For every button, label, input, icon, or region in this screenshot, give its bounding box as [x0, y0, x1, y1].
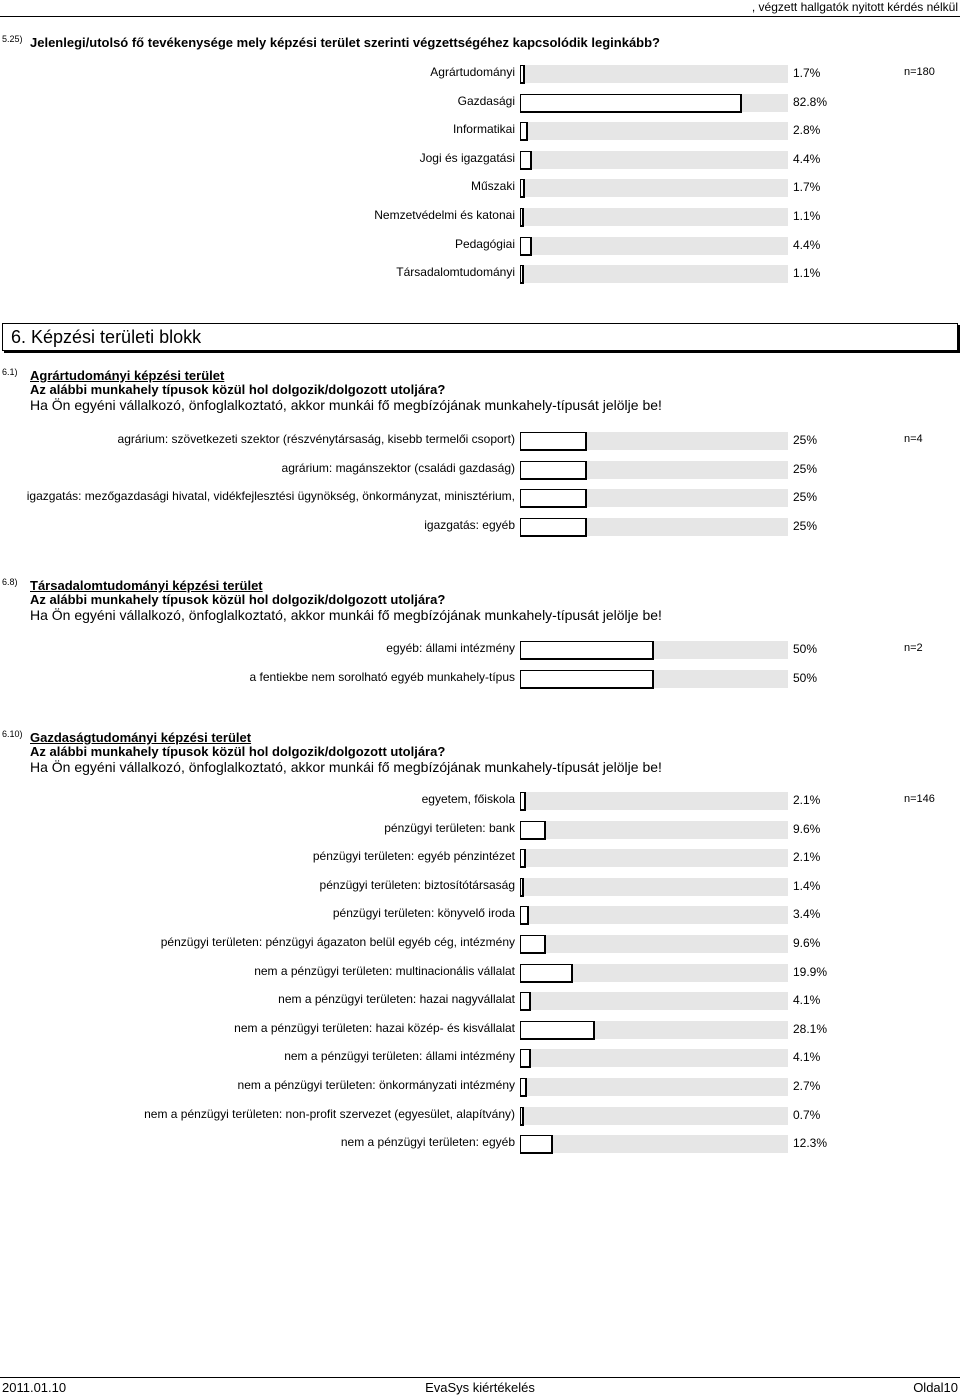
bar-row [0, 62, 960, 82]
bar-track [520, 1078, 788, 1096]
category-label: Társadalomtudományi [396, 265, 515, 280]
category-label: nem a pénzügyi területen: hazai közép- és kisvállalat [234, 1020, 515, 1035]
bar [520, 461, 587, 480]
value-label: 25% [793, 433, 818, 447]
bar-track [520, 518, 788, 536]
bar [520, 432, 587, 451]
bar-track [520, 461, 788, 479]
question-note: Ha Ön egyéni vállalkozó, önfoglalkoztató, akkor munkái fő megbízójának munkahely-típusát jelölje be! [30, 397, 662, 413]
bar [520, 821, 546, 840]
category-label: Agrártudományi [430, 65, 515, 79]
category-label: a fentiekbe nem sorolható egyéb munkahely-típus [249, 669, 515, 684]
category-label: pénzügyi területen: biztosítótársaság [319, 877, 515, 892]
bar-row [0, 667, 960, 687]
bar-track [520, 208, 788, 226]
value-label: 4.4% [793, 151, 821, 166]
bar-row [0, 176, 960, 196]
value-label: 25% [793, 518, 818, 533]
bar-row [0, 1132, 960, 1152]
bar-track [520, 1107, 788, 1125]
bar-row [0, 961, 960, 981]
bar-row [0, 91, 960, 111]
value-label: 1.1% [793, 209, 821, 223]
value-label: 25% [793, 490, 818, 505]
bar [520, 208, 524, 227]
bar-track [520, 964, 788, 982]
bar-row [0, 1046, 960, 1066]
bar [520, 1049, 531, 1068]
value-label: 9.6% [793, 821, 821, 836]
bar-row [0, 515, 960, 535]
header-rule [0, 16, 960, 17]
value-label: 9.6% [793, 936, 821, 950]
bar-track [520, 489, 788, 507]
bar-row [0, 148, 960, 168]
question-number: 6.8) [2, 577, 18, 587]
bar [520, 489, 587, 508]
category-label: Jogi és igazgatási [419, 150, 515, 165]
bar [520, 792, 526, 811]
bar-track [520, 878, 788, 896]
question-note: Ha Ön egyéni vállalkozó, önfoglalkoztató, akkor munkái fő megbízójának munkahely-típusát jelölje be! [30, 607, 662, 623]
category-label: igazgatás: egyéb [424, 517, 515, 532]
value-label: 25% [793, 461, 818, 476]
header-note: , végzett hallgatók nyitott kérdés nélkül [751, 0, 958, 14]
value-label: 3.4% [793, 907, 821, 922]
section-block-title: 6. Képzési területi blokk [11, 327, 202, 347]
value-label: 12.3% [793, 1136, 828, 1151]
bar-track [520, 94, 788, 112]
value-label: 0.7% [793, 1107, 821, 1122]
bar [520, 179, 525, 198]
question-number: 5.25) [2, 34, 23, 44]
value-label: 2.1% [793, 793, 821, 807]
category-label: nem a pénzügyi területen: önkormányzati intézmény [237, 1078, 515, 1092]
sample-size: n=4 [904, 433, 923, 445]
value-label: 4.4% [793, 237, 821, 252]
bar-track [520, 122, 788, 140]
bar-row [0, 903, 960, 923]
category-label: nem a pénzügyi területen: non-profit szervezet (egyesület, alapítvány) [144, 1106, 515, 1121]
bar-track [520, 992, 788, 1010]
value-label: 1.7% [793, 180, 821, 195]
value-label: 2.7% [793, 1079, 821, 1093]
category-label: nem a pénzügyi területen: multinacionális vállalat [254, 963, 515, 978]
value-label: 50% [793, 642, 818, 656]
question-number: 6.1) [2, 367, 18, 377]
category-label: agrárium: magánszektor (családi gazdaság) [281, 460, 515, 475]
value-label: 1.1% [793, 266, 821, 281]
value-label: 1.4% [793, 878, 821, 893]
category-label: egyetem, főiskola [421, 792, 515, 806]
category-label: Gazdasági [457, 93, 515, 108]
question-number: 6.10) [2, 729, 23, 739]
bar-track [520, 792, 788, 810]
bar-track [520, 821, 788, 839]
bar-row [0, 1104, 960, 1124]
bar-row [0, 262, 960, 282]
value-label: 4.1% [793, 993, 821, 1008]
bar-track [520, 1135, 788, 1153]
bar-track [520, 1049, 788, 1067]
bar-track [520, 432, 788, 450]
bar [520, 641, 654, 660]
bar [520, 151, 532, 170]
sample-size: n=146 [904, 793, 935, 805]
bar-track [520, 151, 788, 169]
bar-row [0, 234, 960, 254]
bar-track [520, 935, 788, 953]
footer-app: EvaSys kiértékelés [425, 1380, 535, 1395]
sample-size: n=180 [904, 66, 935, 78]
bar [520, 94, 742, 113]
bar [520, 906, 529, 925]
bar-row [0, 818, 960, 838]
question-title: Jelenlegi/utolsó fő tevékenysége mely képzési terület szerinti végzettségéhez kapcsolódik leginkább? [30, 35, 660, 50]
category-label: nem a pénzügyi területen: egyéb [340, 1135, 515, 1150]
footer-page: Oldal10 [913, 1380, 958, 1395]
category-label: agrárium: szövetkezeti szektor (részvénytársaság, kisebb termelői csoport) [117, 432, 515, 446]
bar-row [0, 932, 960, 952]
bar [520, 849, 526, 868]
bar-track [520, 265, 788, 283]
bar [520, 265, 524, 284]
category-label: Pedagógiai [454, 236, 515, 251]
category-label: pénzügyi területen: egyéb pénzintézet [312, 849, 515, 864]
bar-row [0, 429, 960, 449]
value-label: 50% [793, 670, 818, 685]
bar-track [520, 65, 788, 83]
bar-row [0, 846, 960, 866]
bar-track [520, 237, 788, 255]
bar [520, 122, 528, 141]
value-label: 4.1% [793, 1050, 821, 1065]
value-label: 1.7% [793, 66, 821, 80]
category-label: pénzügyi területen: bank [384, 820, 515, 835]
question-title: Agrártudományi képzési terület [30, 368, 225, 383]
category-label: nem a pénzügyi területen: állami intézmény [284, 1049, 515, 1064]
question-title: Gazdaságtudományi képzési terület [30, 730, 252, 745]
question-note: Ha Ön egyéni vállalkozó, önfoglalkoztató, akkor munkái fő megbízójának munkahely-típusát jelölje be! [30, 759, 662, 775]
bar-row [0, 119, 960, 139]
bar-row [0, 205, 960, 225]
bar-row [0, 1075, 960, 1095]
bar-track [520, 670, 788, 688]
bar-row [0, 989, 960, 1009]
bar-row [0, 638, 960, 658]
bar [520, 237, 532, 256]
value-label: 28.1% [793, 1021, 828, 1036]
sample-size: n=2 [904, 642, 923, 654]
bar [520, 878, 524, 897]
bar-row [0, 789, 960, 809]
bar-row [0, 875, 960, 895]
bar [520, 1135, 553, 1154]
bar-track [520, 1021, 788, 1039]
value-label: 19.9% [793, 964, 828, 979]
category-label: igazgatás: mezőgazdasági hivatal, vidékfejlesztési ügynökség, önkormányzat, minisztérium, [26, 489, 515, 504]
value-label: 82.8% [793, 94, 828, 109]
category-label: pénzügyi területen: pénzügyi ágazaton belül egyéb cég, intézmény [160, 935, 515, 949]
footer-date: 2011.01.10 [2, 1380, 67, 1395]
footer-rule [0, 1377, 960, 1378]
bar-row [0, 486, 960, 506]
bar-track [520, 641, 788, 659]
bar [520, 1078, 527, 1097]
bar [520, 992, 531, 1011]
bar [520, 670, 654, 689]
category-label: Műszaki [470, 179, 515, 194]
value-label: 2.1% [793, 850, 821, 865]
bar [520, 935, 546, 954]
bar [520, 1021, 595, 1040]
bar-track [520, 906, 788, 924]
category-label: pénzügyi területen: könyvelő iroda [332, 906, 515, 921]
bar [520, 518, 587, 537]
value-label: 2.8% [793, 123, 821, 138]
section-block [2, 323, 958, 351]
question-subtitle: Az alábbi munkahely típusok közül hol dolgozik/dolgozott utoljára? [30, 382, 446, 397]
question-title: Társadalomtudományi képzési terület [30, 578, 263, 593]
bar [520, 964, 573, 983]
bar-track [520, 179, 788, 197]
bar [520, 65, 525, 84]
question-subtitle: Az alábbi munkahely típusok közül hol dolgozik/dolgozott utoljára? [30, 592, 446, 607]
bar-row [0, 458, 960, 478]
category-label: Nemzetvédelmi és katonai [374, 208, 515, 222]
category-label: Informatikai [452, 122, 515, 137]
category-label: nem a pénzügyi területen: hazai nagyvállalat [278, 992, 515, 1007]
bar [520, 1107, 524, 1126]
question-subtitle: Az alábbi munkahely típusok közül hol dolgozik/dolgozott utoljára? [30, 744, 446, 759]
category-label: egyéb: állami intézmény [386, 641, 515, 655]
bar-track [520, 849, 788, 867]
bar-row [0, 1018, 960, 1038]
